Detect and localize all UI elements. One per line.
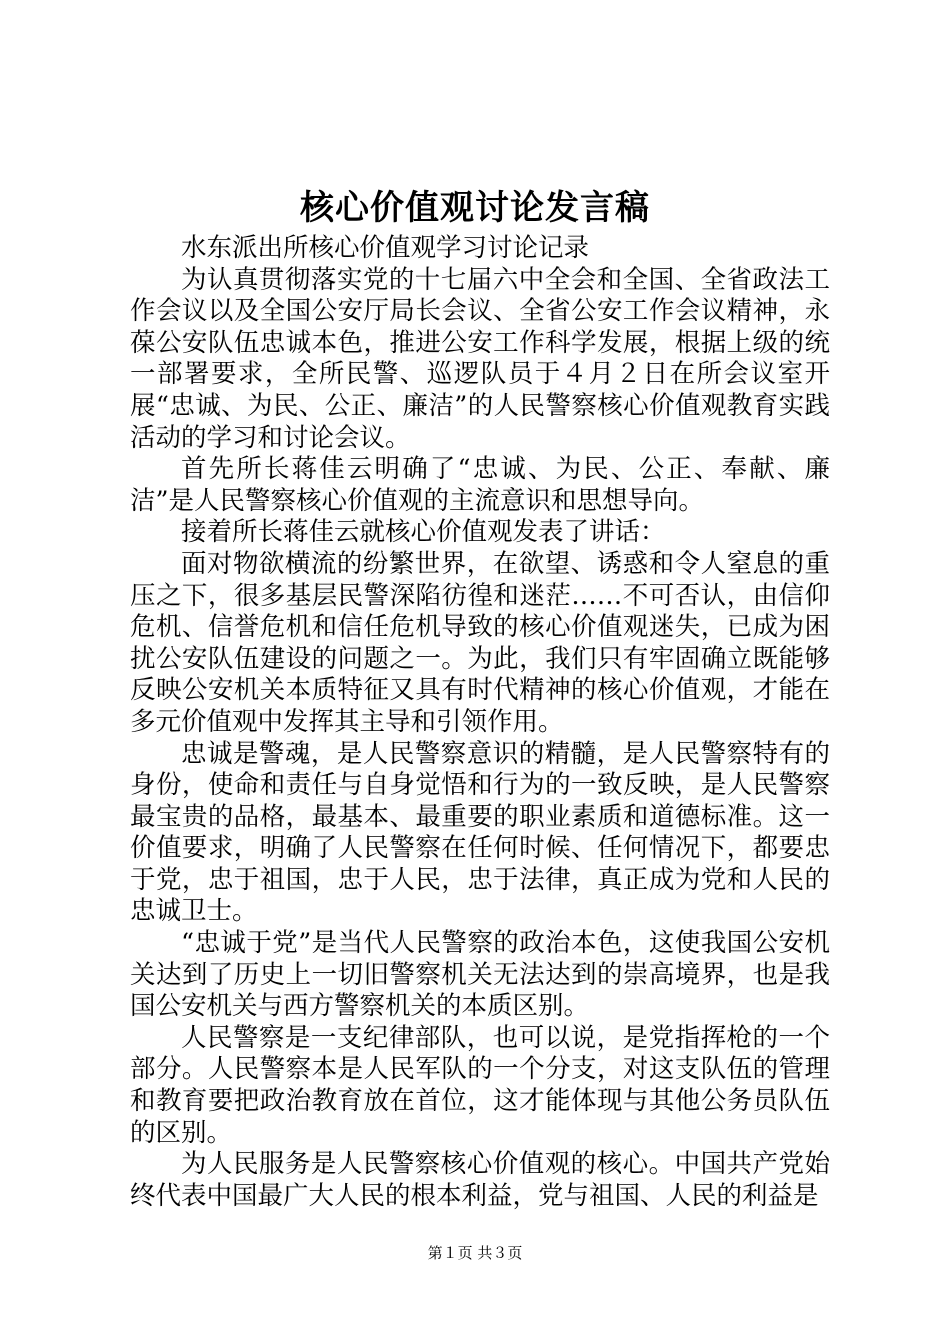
- paragraph: 面对物欲横流的纷繁世界，在欲望、诱惑和令人窒息的重压之下，很多基层民警深陷彷徨和迷茫……不可否认，由信仰危机、信誉危机和信任危机导致的核心价值观迷失，已成为困扰公安队伍建设的问题之一。为此，我们只有牢固确立既能够反映公安机关本质特征又具有时代精神的核心价值观，才能在多元价值观中发挥其主导和引领作用。: [130, 548, 830, 737]
- document-body: [130, 233, 830, 1212]
- page-number-footer: 第１页 共３页: [427, 1244, 523, 1262]
- paragraph: 人民警察是一支纪律部队，也可以说，是党指挥枪的一个部分。人民警察本是人民军队的一个分支，对这支队伍的管理和教育要把政治教育放在首位，这才能体现与其他公务员队伍的区别。: [130, 1022, 830, 1148]
- paragraph: 为认真贯彻落实党的十七届六中全会和全国、全省政法工作会议以及全国公安厅局长会议、全省公安工作会议精神，永葆公安队伍忠诚本色，推进公安工作科学发展，根据上级的统一部署要求，全所民警、巡逻队员于４月２日在所会议室开展“忠诚、为民、公正、廉洁”的人民警察核心价值观教育实践活动的学习和讨论会议。: [130, 264, 830, 453]
- paragraph: 首先所长蒋佳云明确了“忠诚、为民、公正、奉献、廉洁”是人民警察核心价值观的主流意识和思想导向。: [130, 454, 830, 516]
- paragraph: 为人民服务是人民警察核心价值观的核心。中国共产党始终代表中国最广大人民的根本利益，党与祖国、人民的利益是: [130, 1149, 830, 1211]
- paragraph: “忠诚于党”是当代人民警察的政治本色，这使我国公安机关达到了历史上一切旧警察机关无法达到的崇高境界，也是我国公安机关与西方警察机关的本质区别。: [130, 928, 830, 1022]
- document-title: 核心价值观讨论发言稿: [300, 188, 650, 228]
- paragraph-subtitle: 水东派出所核心价值观学习讨论记录: [181, 233, 590, 263]
- paragraph: 接着所长蒋佳云就核心价值观发表了讲话：: [181, 517, 666, 548]
- paragraph: 忠诚是警魂，是人民警察意识的精髓，是人民警察特有的身份，使命和责任与自身觉悟和行为的一致反映，是人民警察最宝贵的品格，最基本、最重要的职业素质和道德标准。这一价值要求，明确了人民警察在任何时候、任何情况下，都要忠于党，忠于祖国，忠于人民，忠于法律，真正成为党和人民的忠诚卫士。: [130, 738, 830, 927]
